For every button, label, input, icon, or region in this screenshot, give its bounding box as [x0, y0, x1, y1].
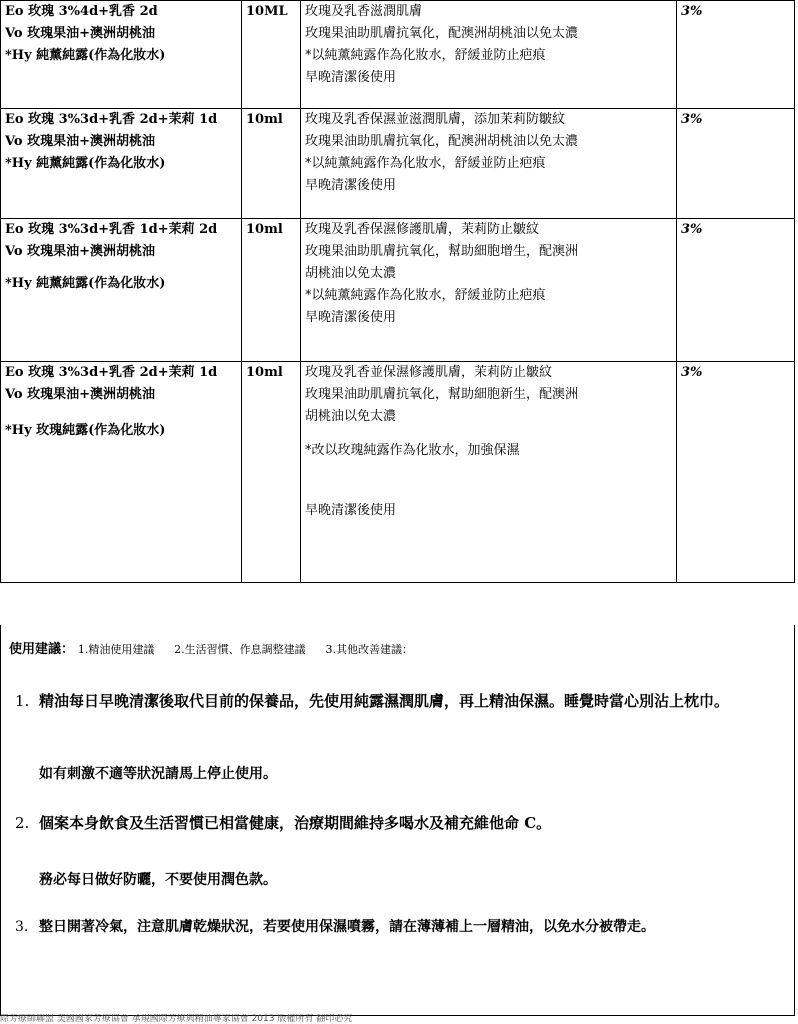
item-subtext: 務必每日做好防曬，不要使用潤色款。: [39, 872, 277, 888]
volume-cell: 10ml: [242, 219, 301, 362]
vo-line: Vo 玫瑰果油+澳洲胡桃油: [5, 387, 155, 402]
note-line: *改以玫瑰純露作為化妝水，加強保濕: [305, 443, 520, 458]
note-line: 早晚清潔後使用: [305, 178, 397, 193]
notes-cell: [301, 109, 677, 219]
table-row: [1, 1, 795, 109]
vo-line: Vo 玫瑰果油+澳洲胡桃油: [5, 134, 155, 149]
eo-line: Eo 玫瑰 3%3d+乳香 1d+茉莉 2d: [5, 222, 218, 237]
item-number: 3.: [15, 919, 29, 935]
item-text: 個案本身飲食及生活習慣已相當健康，治療期間維持多喝水及補充維他命 C。: [39, 814, 552, 832]
note-line: 玫瑰果油助肌膚抗氧化，配澳洲胡桃油以免太濃: [305, 134, 579, 149]
notes-cell: [301, 1, 677, 109]
note-line: 玫瑰果油助肌膚抗氧化，幫助細胞新生，配澳洲: [305, 387, 579, 402]
advice-section: [0, 625, 795, 1016]
advice-category: 3.其他改善建議：: [325, 643, 413, 656]
note-line: 早晚清潔後使用: [305, 70, 397, 85]
note-line: 玫瑰果油助肌膚抗氧化，幫助細胞增生，配澳洲: [305, 244, 579, 259]
page-footer: 際芳療師聯盟 美國國家芳療協會 承規國際芳療與精油專家協會 2013 版權所有 翻印必究: [0, 1014, 353, 1024]
note-line: 玫瑰果油助肌膚抗氧化，配澳洲胡桃油以免太濃: [305, 26, 579, 41]
note-line: 早晚清潔後使用: [305, 503, 397, 518]
note-line: 胡桃油以免太濃: [305, 266, 397, 281]
hy-line: *Hy 純薰純露(作為化妝水): [5, 276, 166, 291]
note-line: *以純薰純露作為化妝水，舒緩並防止疤痕: [305, 156, 546, 171]
notes-cell: [301, 362, 677, 583]
formula-cell: [1, 1, 242, 109]
vo-line: Vo 玫瑰果油+澳洲胡桃油: [5, 26, 155, 41]
volume-cell: 10ML: [242, 1, 301, 109]
note-line: 玫瑰及乳香保濕並滋潤肌膚，添加茉莉防皺紋: [305, 112, 566, 127]
volume-cell: 10ml: [242, 109, 301, 219]
vo-line: Vo 玫瑰果油+澳洲胡桃油: [5, 244, 155, 259]
hy-line: *Hy 玫瑰純露(作為化妝水): [5, 423, 166, 438]
hy-line: *Hy 純薰純露(作為化妝水): [5, 48, 166, 63]
advice-header: [9, 638, 429, 657]
concentration-cell: 3%: [677, 219, 795, 362]
concentration-cell: 3%: [677, 1, 795, 109]
table-row: [1, 109, 795, 219]
concentration-cell: 3%: [677, 109, 795, 219]
concentration-cell: 3%: [677, 362, 795, 583]
advice-heading: 使用建議：: [9, 642, 75, 657]
hy-line: *Hy 純薰純露(作為化妝水): [5, 156, 166, 171]
table-row: [1, 219, 795, 362]
note-line: 玫瑰及乳香保濕修護肌膚，茉莉防止皺紋: [305, 222, 540, 237]
advice-category: 2.生活習慣、作息調整建議: [174, 643, 306, 656]
formula-cell: [1, 362, 242, 583]
advice-item: [15, 811, 793, 836]
volume-cell: 10ml: [242, 362, 301, 583]
advice-category: 1.精油使用建議: [77, 643, 155, 656]
advice-item: [15, 915, 793, 940]
eo-line: Eo 玫瑰 3%3d+乳香 2d+茉莉 1d: [5, 365, 218, 380]
item-number: 1.: [15, 692, 30, 710]
advice-item: [15, 689, 793, 714]
note-line: *以純薰純露作為化妝水，舒緩並防止疤痕: [305, 48, 546, 63]
formula-cell: [1, 219, 242, 362]
item-text: 整日開著冷氣，注意肌膚乾燥狀況，若要使用保濕噴霧，請在薄薄補上一層精油，以免水分被帶走。: [39, 919, 655, 935]
note-line: 玫瑰及乳香滋潤肌膚: [305, 4, 423, 19]
notes-cell: [301, 219, 677, 362]
item-subtext: 如有刺激不適等狀況請馬上停止使用。: [39, 766, 277, 782]
formula-cell: [1, 109, 242, 219]
item-text: 精油每日早晚清潔後取代目前的保養品，先使用純露濕潤肌膚，再上精油保濕。睡覺時當心別沾上枕巾。: [39, 692, 730, 710]
item-number: 2.: [15, 814, 30, 832]
table-row: [1, 362, 795, 583]
note-line: *以純薰純露作為化妝水，舒緩並防止疤痕: [305, 288, 546, 303]
note-line: 胡桃油以免太濃: [305, 409, 397, 424]
note-line: 玫瑰及乳香並保濕修護肌膚，茉莉防止皺紋: [305, 365, 553, 380]
eo-line: Eo 玫瑰 3%3d+乳香 2d+茉莉 1d: [5, 112, 218, 127]
note-line: 早晚清潔後使用: [305, 310, 397, 325]
eo-line: Eo 玫瑰 3%4d+乳香 2d: [5, 4, 158, 19]
